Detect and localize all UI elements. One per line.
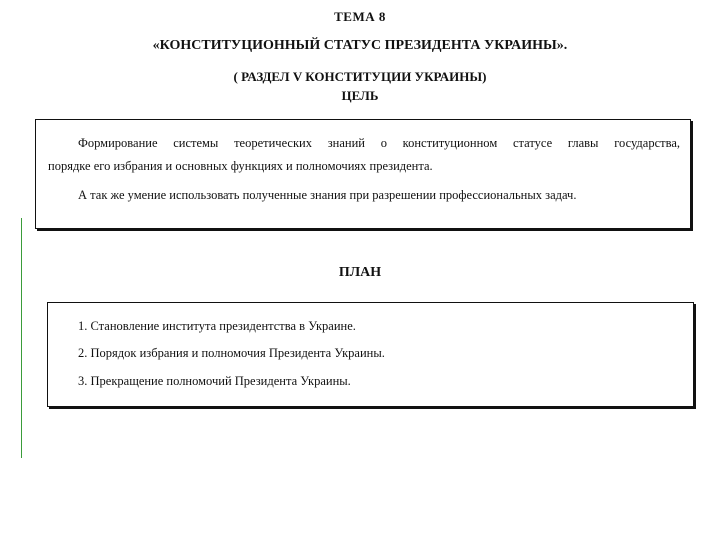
goal-text-line-1: Формирование системы теоретических знаний о конституционном статусе главы государства,: [78, 136, 680, 150]
green-margin-line: [21, 218, 22, 458]
plan-heading: ПЛАН: [338, 265, 382, 280]
plan-item: 1. Становление института президентства в Украине.: [78, 319, 356, 333]
page-title: «КОНСТИТУЦИОННЫЙ СТАТУС ПРЕЗИДЕНТА УКРАИНЫ».: [152, 38, 568, 53]
goal-text-line-2: порядке его избрания и основных функциях и полномочиях президента.: [48, 159, 433, 173]
topic-number: ТЕМА 8: [334, 9, 386, 24]
goal-heading: ЦЕЛЬ: [341, 88, 379, 103]
plan-item: 3. Прекращение полномочий Президента Украины.: [78, 374, 351, 388]
goal-text-line-3: А так же умение использовать полученные знания при разрешении профессиональных задач.: [78, 188, 577, 202]
goal-box: [35, 119, 691, 229]
plan-box: [47, 302, 694, 407]
section-subtitle: ( РАЗДЕЛ V КОНСТИТУЦИИ УКРАИНЫ): [233, 69, 487, 84]
plan-item: 2. Порядок избрания и полномочия Президента Украины.: [78, 346, 385, 360]
